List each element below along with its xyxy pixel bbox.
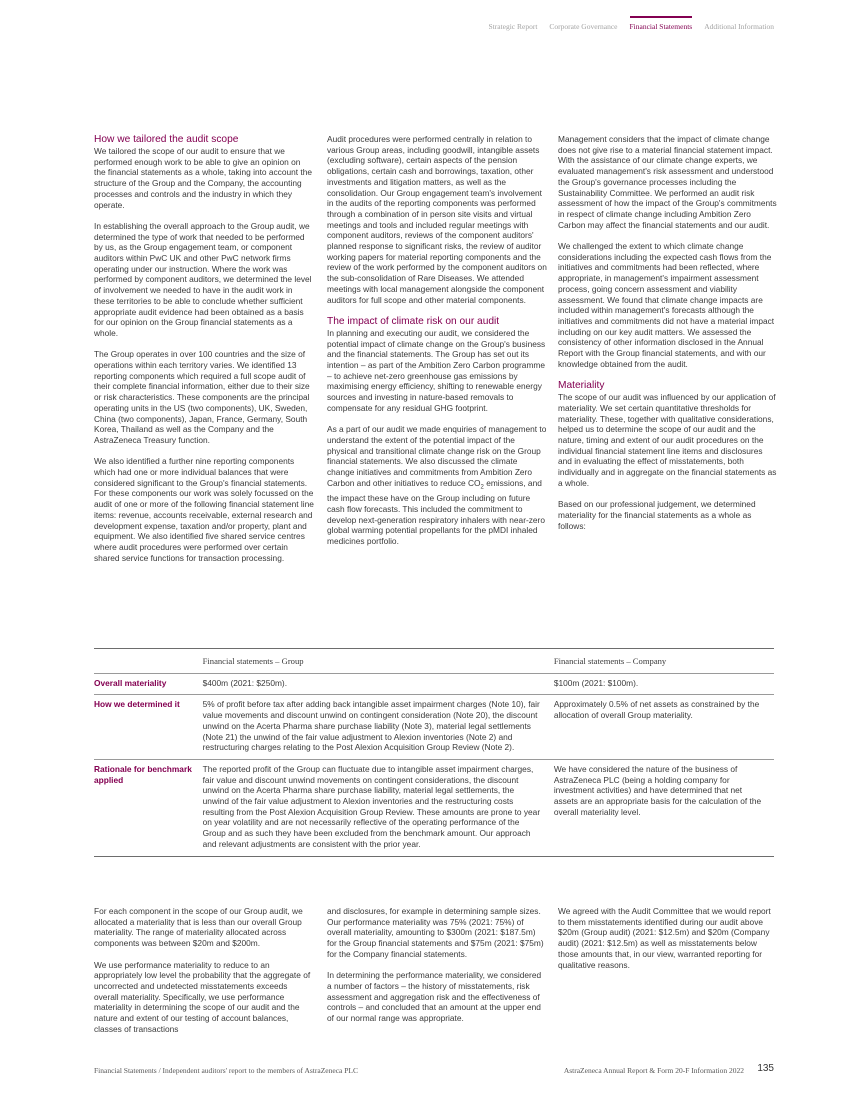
paragraph: We tailored the scope of our audit to ensure that we performed enough work to be able to give an opinion on the financial statements as a whole, taking into account the structure of the Group and the Company, the accounting processes and controls and the industry in which they operate. — [94, 146, 312, 210]
column-2 — [327, 134, 547, 557]
table-row — [94, 673, 774, 695]
header-blank — [94, 649, 203, 674]
paragraph: In establishing the overall approach to the Group audit, we determined the type of work that needed to be performed by us, as the Group engagement team, or component auditors within PwC UK and other PwC network firms operating under our instruction. Where the work was performed by component auditors, we determined the level of involvement we needed to have in the audit work in these territories to be able to conclude whether sufficient appropriate audit evidence had been obtained as a basis for our opinion on the Group financial statements as a whole. — [94, 220, 312, 338]
paragraph: We agreed with the Audit Committee that we would report to them misstatements identified during our audit above $20m (Group audit) (2021: $12.5m) and $20m (Company audit) (2021: $12.5m) as well as misstatements below those amounts that, in our view, warranted reporting for qualitative reasons. — [558, 906, 771, 970]
bottom-column-1 — [94, 906, 314, 1045]
paragraph-co2 — [327, 424, 547, 546]
text-run: As a part of our audit we made enquiries of management to understand the extent of the potential impact of the physical and transitional climate change risk on the Group financial statements. We also discussed the climate change initiatives and commitments from Ambition Zero Carbon and other initiatives to reduce CO — [327, 424, 547, 488]
header-company: Financial statements – Company — [553, 656, 667, 666]
text-run: emissions, and the impact these have on the Group including on future cash flow forecasts. This included the commitment to develop next-generation respiratory inhalers with near-zero global warming potential propellants for the pMDI inhaled medicines portfolio. — [327, 477, 545, 546]
footer-report-title: AstraZeneca Annual Report & Form 20-F Information 2022 — [563, 1066, 744, 1075]
table-row — [94, 695, 774, 760]
paragraph: We challenged the extent to which climate change considerations including the expected cash flows from the initiatives and commitments had been reflected, where appropriate, in management's impairment assessment process, going concern assessment and viability assessment. We found that climate change impacts are included within management's forecasts although the initiatives and commitments did not have a material impact including on our key audit matters. We assessed the consistency of other information disclosed in the Annual Report with the Group financial statements, and with our knowledge obtained from the audit. — [558, 241, 775, 369]
paragraph: In determining the performance materiality, we considered a number of factors – the history of misstatements, risk assessment and aggregation risk and the effectiveness of controls – and concluded that an amount at the upper end of our normal range was appropriate. — [327, 970, 542, 1024]
page-number: 135 — [757, 1063, 774, 1074]
column-3 — [558, 134, 778, 542]
paragraph: In planning and executing our audit, we considered the potential impact of climate change on the Group's business and the financial statements. The Group has set out its intention – as part of the Ambition Zero Carbon programme – to achieve net-zero greenhouse gas emissions by maximising energy efficiency, shifting to renewable energy sources and investing in nature-based removals to compensate for any residual GHG footprint. — [327, 327, 546, 413]
table-header-row — [94, 649, 774, 674]
row-label: How we determined it — [94, 695, 203, 760]
paragraph: Management considers that the impact of climate change does not give rise to a material financial statement impact. With the assistance of our climate change experts, we evaluated management's risk assessment and understood the Group's governance processes including the Sustainability Committee. We performed an audit risk assessment of how the impact of the Group's commitments in respect of climate change including Ambition Zero Carbon may affect the financial statements and our audit. — [558, 134, 777, 230]
bottom-column-2 — [327, 906, 547, 1034]
row-label: Rationale for benchmark applied — [94, 759, 203, 856]
column-1 — [94, 134, 314, 574]
company-cell: $100m (2021: $100m). — [554, 673, 774, 695]
nav-additional-information[interactable]: Additional Information — [704, 22, 774, 31]
heading-materiality: Materiality — [558, 380, 605, 392]
paragraph: We also identified a further nine reporting components which had one or more individual balances that were considered significant to the Group's financial statements. For these components our work was solely focussed on the audit of one or more of the following financial statement line items: revenue, accounts receivable, external research and development expense, taxation and/or property, plant and equipment. We also identified five shared service centres where audit procedures were performed over certain shared service functions for transaction processing. — [94, 456, 314, 563]
company-cell: We have considered the nature of the business of AstraZeneca PLC (being a holding company for investment activities) and have determined that net assets are an appropriate basis for the calculation of the overall materiality level. — [554, 759, 774, 856]
subscript: 2 — [480, 484, 484, 491]
row-label: Overall materiality — [94, 673, 203, 695]
group-cell: The reported profit of the Group can fluctuate due to intangible asset impairment charges, fair value and discount unwind movements on contingent considerations, the discount unwind on the Acerta Pharma share purchase liability, material legal settlements, the unwind of the fair value adjustment to Alexion inventories and the restructuring costs resulting from the Post Alexion Acquisition Group Review. These amounts are prone to year on year volatility and are not necessarily reflective of the operating performance of the Group and as such they have been excluded from the benchmark amount. Our approach and relevant adjustments are consistent with the prior year. — [203, 759, 554, 856]
group-cell: $400m (2021: $250m). — [203, 673, 554, 695]
heading-audit-scope: How we tailored the audit scope — [94, 134, 239, 145]
page-footer — [94, 1064, 774, 1078]
nav-corporate-governance[interactable]: Corporate Governance — [549, 22, 618, 31]
bottom-column-3 — [558, 906, 778, 981]
paragraph: For each component in the scope of our Group audit, we allocated a materiality that is less than our overall Group materiality. The range of materiality allocated across components was between $20m and $200m. — [94, 906, 303, 949]
company-cell: Approximately 0.5% of net assets as constrained by the allocation of overall Group materiality. — [554, 695, 774, 760]
heading-climate-risk: The impact of climate risk on our audit — [327, 315, 500, 327]
paragraph: The scope of our audit was influenced by our application of materiality. We set certain quantitative thresholds for materiality. These, together with qualitative considerations, helped us to determine the scope of our audit and the nature, timing and extent of our audit procedures on the individual financial statement line items and disclosures and in evaluating the effect of misstatements, both individually and in aggregate on the financial statements as a whole. — [558, 392, 777, 488]
paragraph: We use performance materiality to reduce to an appropriately low level the probability that the aggregate of uncorrected and undetected misstatements exceeds overall materiality. Specifically, we use performance materiality in determining the scope of our audit and the nature and extent of our testing of account balances, classes of transactions — [94, 959, 311, 1034]
footer-section: Financial Statements / Independent auditors' report to the members of AstraZeneca PLC — [94, 1066, 358, 1075]
group-cell: 5% of profit before tax after adding back intangible asset impairment charges (Note 10), fair value movements and discount unwind on contingent consideration (Note 20), the discount unwind on the Acerta Pharma share purchase liability (Note 3), material legal settlements (Note 21) the unwind of the fair value adjustment to Alexion inventories (Note 2) and restructuring charges relating to the Post Alexion Acquisition Group Review (Note 2). — [203, 695, 554, 760]
table-row — [94, 759, 774, 856]
paragraph: The Group operates in over 100 countries and the size of operations within each territory varies. We identified 13 reporting components which required a full scope audit of their complete financial information, either due to their size or risk characteristics. These components are the principal operating units in the US (two components), UK, Sweden, China (two components), Japan, France, Germany, South Korea, Thailand as well as the Company and the AstraZeneca Treasury function. — [94, 349, 310, 445]
nav-strategic-report[interactable]: Strategic Report — [488, 22, 538, 31]
paragraph: Audit procedures were performed centrally in relation to various Group areas, including goodwill, intangible assets (excluding software), certain aspects of the pension obligations, certain cash and borrowings, taxation, other investments and litigation matters, as well as the consolidation. Our Group engagement team's involvement in the audits of the reporting components was performed through a combination of in person site visits and virtual meetings and tools and included regular meetings with component auditors, reviews of the component auditors' planned response to significant risks, the review of auditor working papers for material reporting components and the review of the work performed by the component auditors on the sub-consolidation of Rare Diseases. We attended meetings with local management alongside the component auditors for full scope and other material components. — [327, 134, 547, 305]
header-group: Financial statements – Group — [202, 656, 304, 666]
nav-financial-statements[interactable]: Financial Statements — [629, 22, 693, 31]
top-navigation — [488, 22, 774, 31]
paragraph: and disclosures, for example in determining sample sizes. Our performance materiality was 75% (2021: 75%) of overall materiality, amounting to $300m (2021: $187.5m) for the Group financial statements and $75m (2021: $75m) for the Company financial statements. — [327, 906, 544, 959]
materiality-table — [94, 648, 774, 857]
paragraph: Based on our professional judgement, we determined materiality for the financial statements as a whole as follows: — [558, 499, 756, 531]
